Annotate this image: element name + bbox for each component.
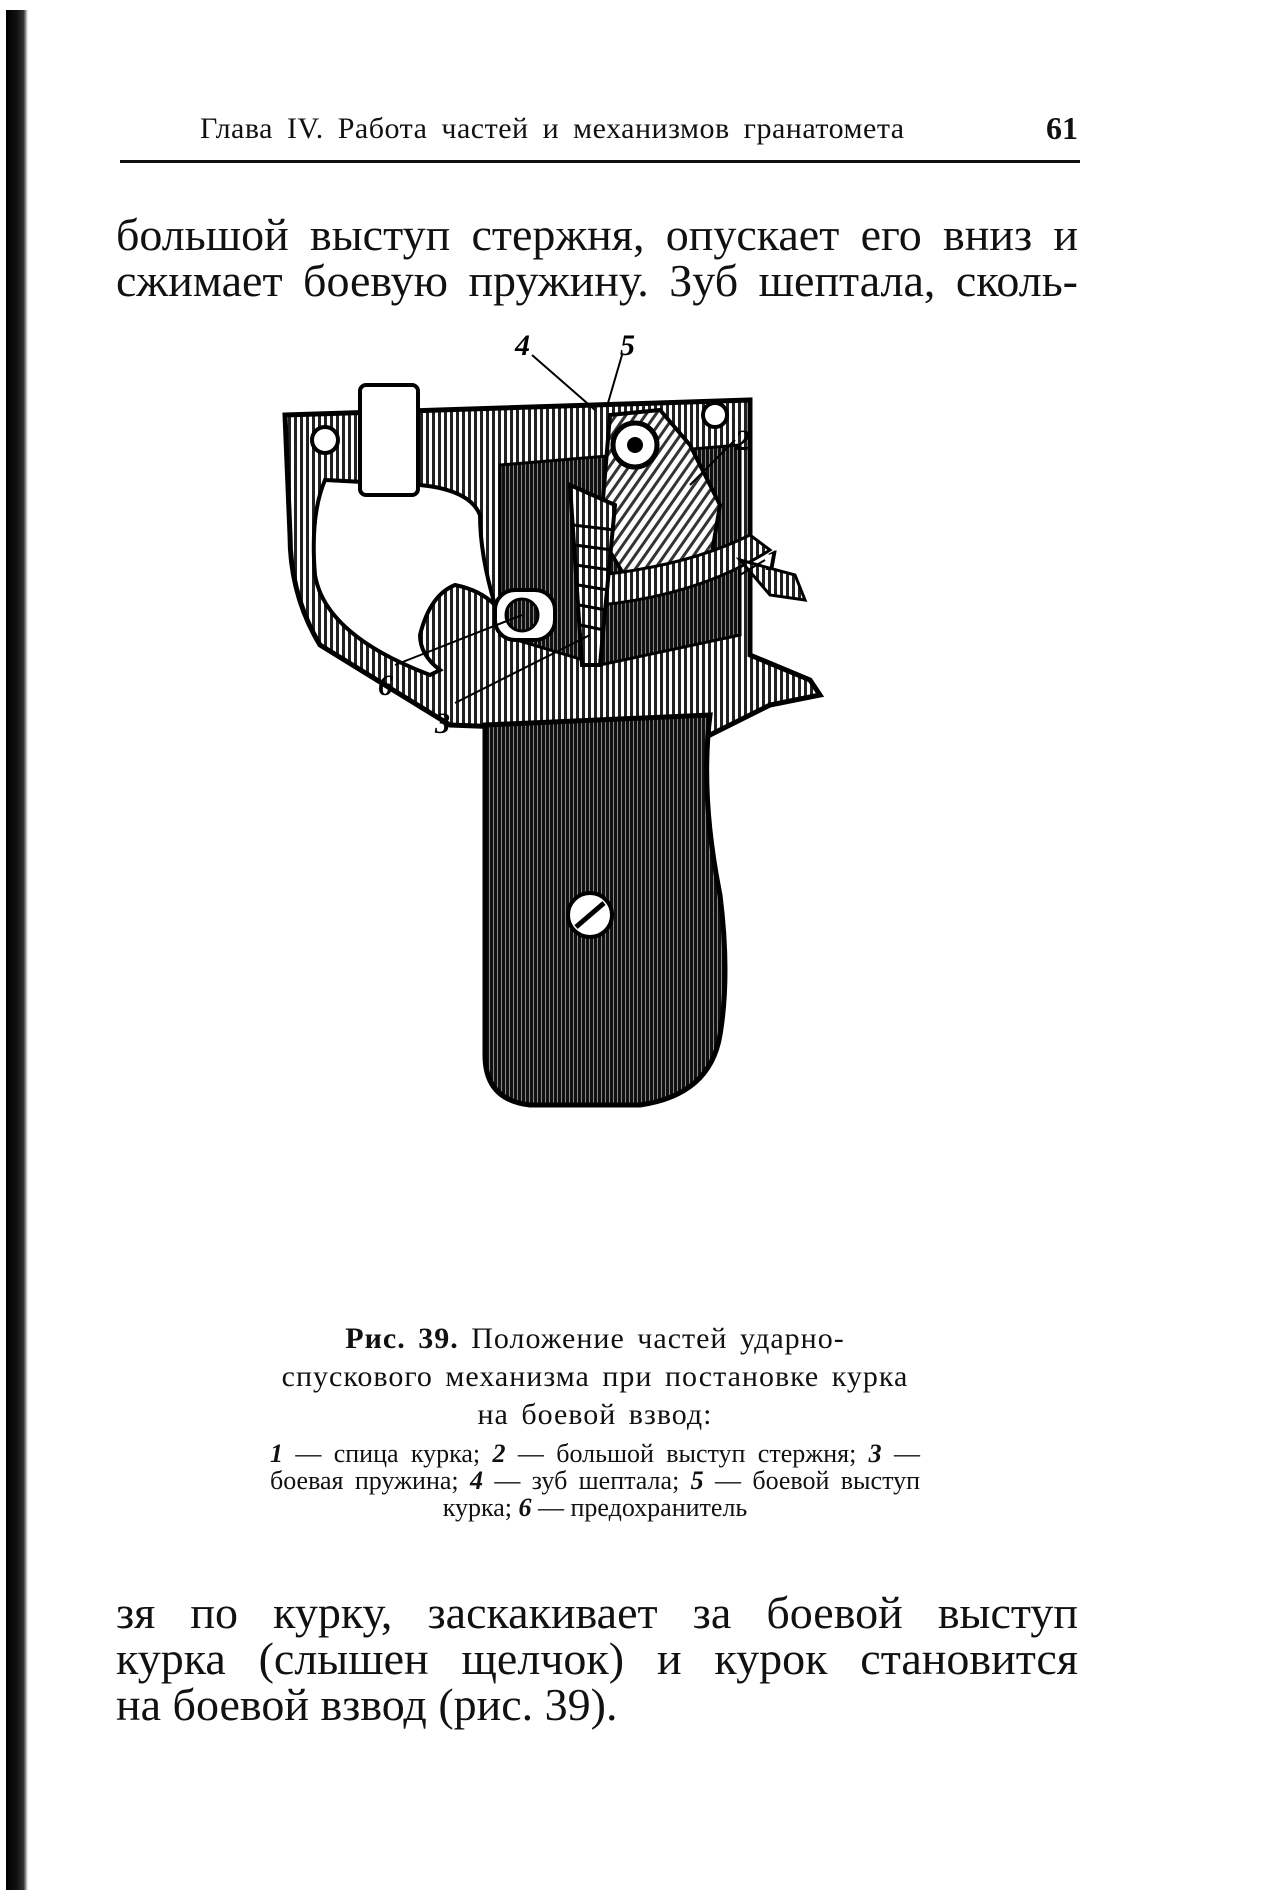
- page-number: 61: [1046, 110, 1078, 146]
- chapter-title: Глава IV. Работа частей и механизмов гранатомета: [200, 112, 905, 145]
- running-header: [120, 108, 1080, 163]
- caption-title: [270, 1320, 920, 1434]
- legend-number: 4: [470, 1466, 483, 1495]
- body-text-top: [116, 209, 1078, 306]
- legend-number: 1: [270, 1439, 283, 1468]
- text-line: большой выступ стержня, опускает его вниз и: [116, 209, 1078, 260]
- text-line: сжимает боевую пружину. Зуб шептала, сколь-: [116, 255, 1078, 306]
- trigger-mechanism-figure: [270, 335, 970, 1295]
- callout-1: 1: [765, 544, 780, 577]
- callout-2: 2: [735, 424, 750, 457]
- legend-text: — боевой выступ курка;: [442, 1466, 921, 1522]
- text-line: курка (слышен щелчок) и курок становится: [116, 1633, 1078, 1684]
- grip: [485, 715, 725, 1105]
- callout-6: 6: [378, 669, 393, 702]
- page-binding-edge: [6, 10, 28, 1890]
- legend-number: 6: [518, 1493, 532, 1522]
- legend-text: — спица курка;: [295, 1439, 481, 1468]
- callout-3: 3: [435, 707, 450, 740]
- legend-text: — большой выступ стержня;: [517, 1439, 857, 1468]
- figure-label: Рис. 39.: [345, 1322, 459, 1355]
- legend-number: 2: [492, 1439, 506, 1468]
- caption-text: Положение частей ударно-спускового механизма при постановке курка на боевой взвод:: [281, 1322, 909, 1431]
- legend-text: — зуб шептала;: [494, 1466, 680, 1495]
- legend-text: — предохранитель: [537, 1493, 748, 1522]
- legend-number: 5: [690, 1466, 704, 1495]
- text-line: на боевой взвод (рис. 39).: [116, 1679, 618, 1730]
- figure-legend: [270, 1440, 920, 1521]
- body-text-bottom: [116, 1587, 1078, 1730]
- legend-text: — боевая пружина;: [270, 1439, 921, 1495]
- text-line: зя по курку, заскакивает за боевой выступ: [116, 1587, 1078, 1638]
- trigger-mechanism-drawing: [270, 335, 970, 1295]
- callout-4: 4: [515, 335, 530, 362]
- legend-number: 3: [868, 1439, 882, 1468]
- callout-5: 5: [620, 335, 635, 362]
- safety: [495, 590, 555, 640]
- figure-caption: [270, 1320, 920, 1521]
